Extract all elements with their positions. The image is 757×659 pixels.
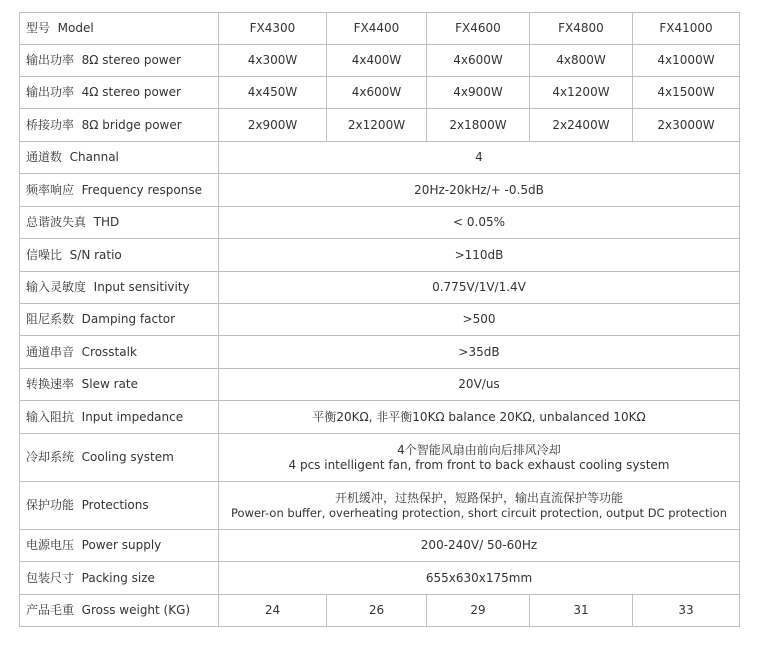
value-cell: 4x300W <box>219 45 327 77</box>
value-cell: 2x900W <box>219 109 327 142</box>
cooling-en: 4 pcs intelligent fan, from front to back exhaust cooling system <box>288 457 670 472</box>
label-thd: 总谐波失真 THD <box>20 207 219 239</box>
row-model <box>20 13 740 45</box>
value-sn-ratio: >110dB <box>219 239 740 272</box>
value-slew-rate: 20V/us <box>219 369 740 401</box>
label-power-supply: 电源电压 Power supply <box>20 530 219 562</box>
value-cooling-system <box>219 434 740 482</box>
label-stereo-4ohm: 输出功率 4Ω stereo power <box>20 77 219 109</box>
label-packing-size: 包装尺寸 Packing size <box>20 562 219 595</box>
model-fx41000: FX41000 <box>633 13 740 45</box>
label-model: 型号 Model <box>20 13 219 45</box>
row-input-impedance <box>20 401 740 434</box>
row-sn-ratio <box>20 239 740 272</box>
value-cell: 4x450W <box>219 77 327 109</box>
value-protections <box>219 482 740 530</box>
row-stereo-4ohm <box>20 77 740 109</box>
row-thd <box>20 207 740 239</box>
row-frequency-response <box>20 174 740 207</box>
label-cooling-system: 冷却系统 Cooling system <box>20 434 219 482</box>
label-protections: 保护功能 Protections <box>20 482 219 530</box>
value-cell: 29 <box>427 595 530 627</box>
value-cell: 24 <box>219 595 327 627</box>
value-cell: 31 <box>530 595 633 627</box>
row-protections <box>20 482 740 530</box>
value-cell: 4x1200W <box>530 77 633 109</box>
label-slew-rate: 转换速率 Slew rate <box>20 369 219 401</box>
row-channels <box>20 142 740 174</box>
value-thd: < 0.05% <box>219 207 740 239</box>
value-cell: 2x1200W <box>327 109 427 142</box>
label-input-impedance: 输入阻抗 Input impedance <box>20 401 219 434</box>
spec-table <box>19 12 740 627</box>
value-crosstalk: >35dB <box>219 336 740 369</box>
row-input-sensitivity <box>20 272 740 304</box>
row-stereo-8ohm <box>20 45 740 77</box>
value-cell: 33 <box>633 595 740 627</box>
value-packing-size: 655x630x175mm <box>219 562 740 595</box>
row-slew-rate <box>20 369 740 401</box>
value-cell: 4x900W <box>427 77 530 109</box>
value-cell: 4x400W <box>327 45 427 77</box>
label-stereo-8ohm: 输出功率 8Ω stereo power <box>20 45 219 77</box>
value-cell: 4x1000W <box>633 45 740 77</box>
value-input-sensitivity: 0.775V/1V/1.4V <box>219 272 740 304</box>
value-channels: 4 <box>219 142 740 174</box>
row-cooling-system <box>20 434 740 482</box>
label-sn-ratio: 信噪比 S/N ratio <box>20 239 219 272</box>
value-cell: 2x1800W <box>427 109 530 142</box>
label-frequency-response: 频率响应 Frequency response <box>20 174 219 207</box>
value-power-supply: 200-240V/ 50-60Hz <box>219 530 740 562</box>
value-damping-factor: >500 <box>219 304 740 336</box>
label-channels: 通道数 Channal <box>20 142 219 174</box>
row-damping-factor <box>20 304 740 336</box>
row-crosstalk <box>20 336 740 369</box>
value-cell: 26 <box>327 595 427 627</box>
model-fx4400: FX4400 <box>327 13 427 45</box>
model-fx4600: FX4600 <box>427 13 530 45</box>
value-cell: 4x1500W <box>633 77 740 109</box>
label-damping-factor: 阻尼系数 Damping factor <box>20 304 219 336</box>
label-bridge-power: 桥接功率 8Ω bridge power <box>20 109 219 142</box>
value-cell: 4x800W <box>530 45 633 77</box>
value-input-impedance: 平衡20KΩ, 非平衡10KΩ balance 20KΩ, unbalanced 10KΩ <box>219 401 740 434</box>
label-input-sensitivity: 输入灵敏度 Input sensitivity <box>20 272 219 304</box>
protections-cn: 开机缓冲，过热保护，短路保护，输出直流保护等功能 <box>334 490 623 505</box>
row-bridge-power <box>20 109 740 142</box>
label-crosstalk: 通道串音 Crosstalk <box>20 336 219 369</box>
row-gross-weight <box>20 595 740 627</box>
model-fx4800: FX4800 <box>530 13 633 45</box>
row-power-supply <box>20 530 740 562</box>
model-fx4300: FX4300 <box>219 13 327 45</box>
value-cell: 4x600W <box>427 45 530 77</box>
cooling-cn: 4个智能风扇由前向后排风冷却 <box>397 442 561 457</box>
value-cell: 2x2400W <box>530 109 633 142</box>
value-frequency-response: 20Hz-20kHz/+ -0.5dB <box>219 174 740 207</box>
label-gross-weight: 产品毛重 Gross weight (KG) <box>20 595 219 627</box>
value-cell: 4x600W <box>327 77 427 109</box>
value-cell: 2x3000W <box>633 109 740 142</box>
protections-en: Power-on buffer, overheating protection, short circuit protection, output DC protection <box>231 505 727 520</box>
row-packing-size <box>20 562 740 595</box>
